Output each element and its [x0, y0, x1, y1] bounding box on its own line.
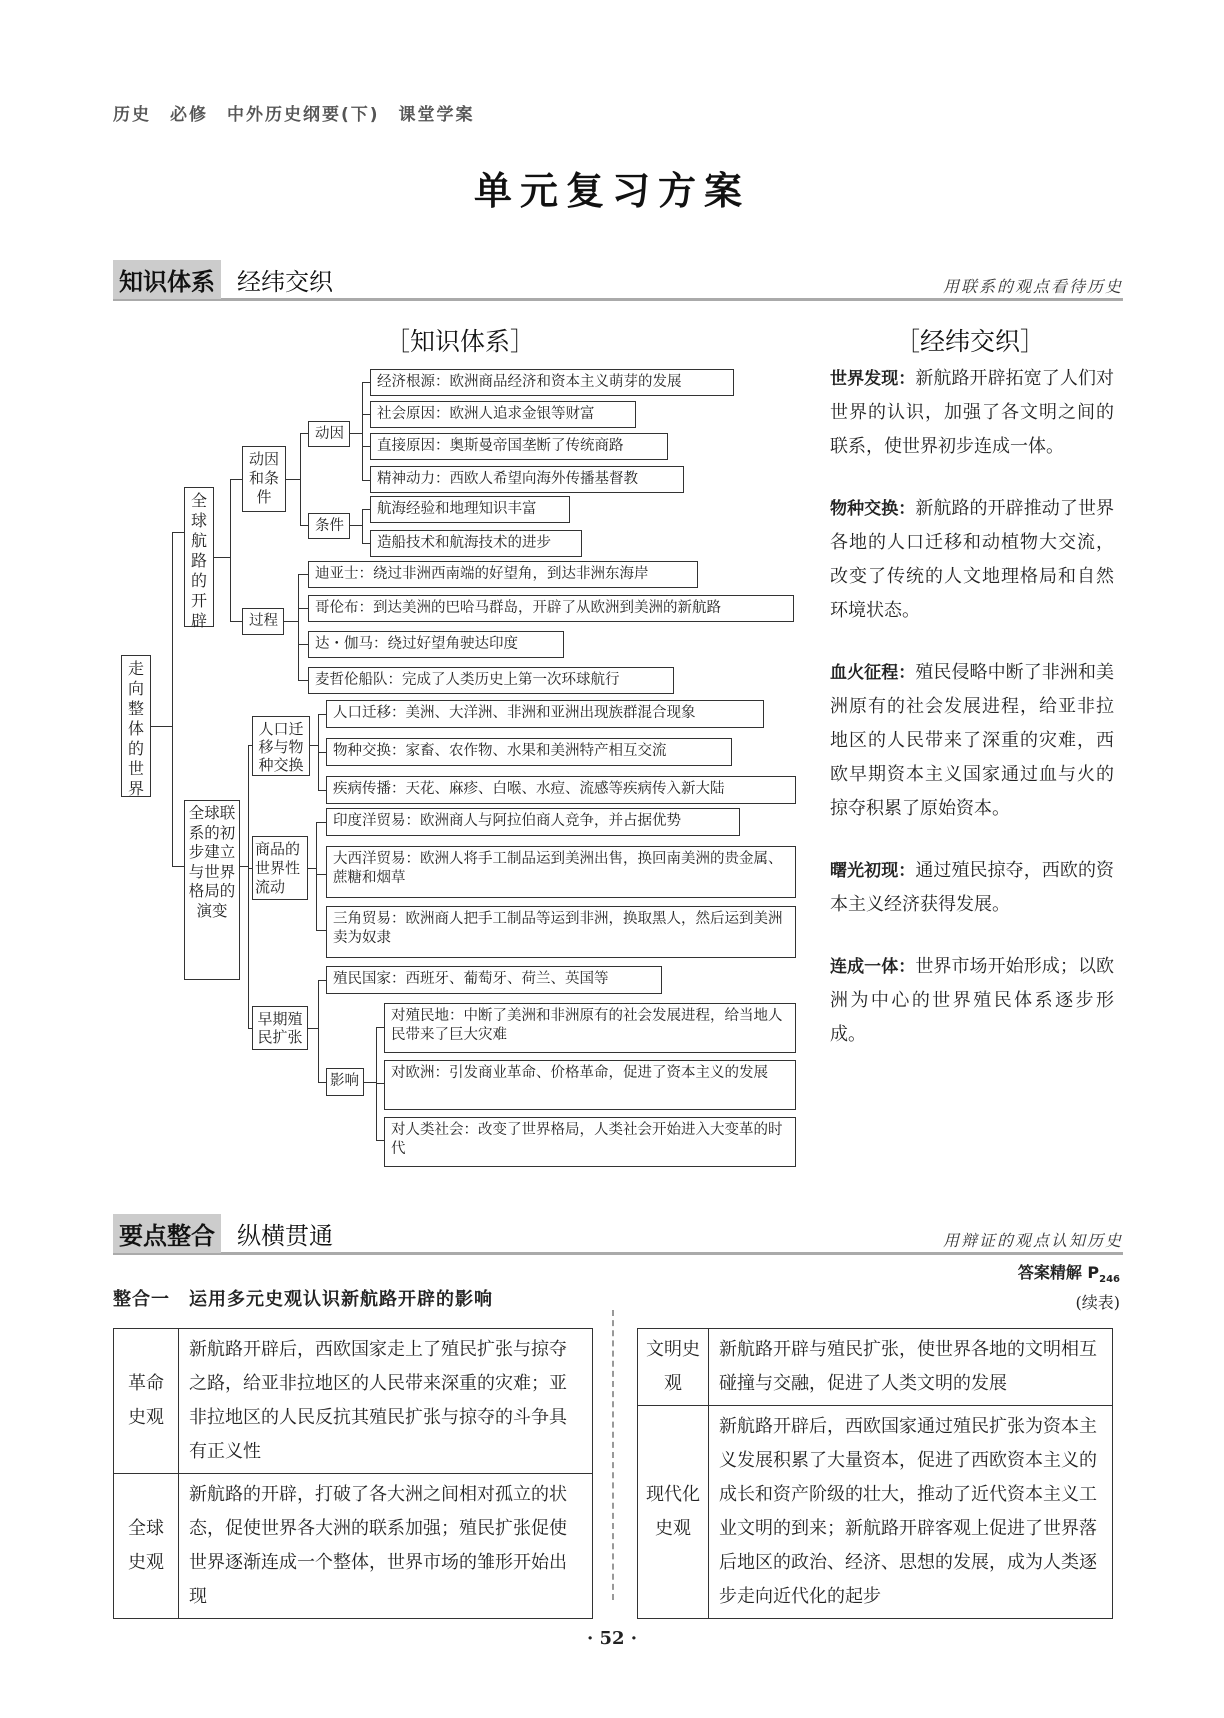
section-tag: 要点整合 — [113, 1214, 221, 1253]
leaf-item: 社会原因：欧洲人追求金银等财富 — [370, 401, 636, 428]
connector — [172, 532, 184, 533]
leaf-item: 直接原因：奥斯曼帝国垄断了传统商路 — [370, 433, 668, 460]
viewpoints-table-left — [113, 1328, 593, 1619]
connector — [298, 680, 308, 681]
connector — [316, 822, 317, 930]
connector — [284, 621, 298, 622]
connector — [362, 509, 363, 543]
table-row — [638, 1406, 1113, 1619]
connector — [316, 874, 326, 875]
leaf-item: 人口迁移：美洲、大洋洲、非洲和亚洲出现族群混合现象 — [326, 700, 764, 728]
side-paragraph — [830, 950, 1114, 1052]
connector — [310, 745, 318, 746]
connector — [230, 479, 242, 480]
row-content: 新航路开辟后，西欧国家走上了殖民扩张与掠夺之路，给亚非拉地区的人民带来深重的灾难；亚非拉地区的人民反抗其殖民扩张与掠夺的斗争具有正义性 — [179, 1329, 593, 1474]
row-header: 文明史观 — [638, 1329, 709, 1406]
row-header: 全球史观 — [114, 1474, 179, 1619]
connector — [298, 644, 308, 645]
connector — [350, 525, 362, 526]
row-content: 新航路开辟与殖民扩张，使世界各地的文明相互碰撞与交融，促进了人类文明的发展 — [709, 1329, 1113, 1406]
side-text: 新航路开辟拓宽了人们对世界的认识，加强了各文明之间的联系，使世界初步连成一体。 — [830, 368, 1115, 457]
column-divider — [612, 1310, 614, 1600]
section-motto: 用辩证的观点认知历史 — [942, 1231, 1123, 1250]
leaf-item: 对欧洲：引发商业革命、价格革命，促进了资本主义的发展 — [384, 1060, 796, 1110]
leaf-item: 疾病传播：天花、麻疹、白喉、水痘、流感等疾病传入新大陆 — [326, 776, 796, 804]
row-header: 革命史观 — [114, 1329, 179, 1474]
connector — [318, 980, 326, 981]
side-text: 新航路的开辟推动了世界各地的人口迁移和动植物大交流，改变了传统的人文地理格局和自然环境状态。 — [830, 498, 1115, 621]
connector — [172, 532, 173, 866]
connector — [362, 446, 370, 447]
section-subtitle: 纵横贯通 — [237, 1222, 333, 1250]
node-process: 过程 — [242, 608, 284, 635]
connector — [151, 726, 173, 727]
connector — [364, 1082, 376, 1083]
connector — [298, 574, 299, 680]
leaf-item: 物种交换：家畜、农作物、水果和美洲特产相互交流 — [326, 738, 732, 766]
node-motive: 动因 — [308, 421, 350, 447]
branch-new-routes: 全球航路的开辟 — [184, 487, 214, 627]
side-key: 曙光初现： — [830, 861, 916, 881]
side-paragraph — [830, 854, 1114, 922]
node-migration-exchange: 人口迁移与物种交换 — [252, 716, 310, 776]
section-subtitle: 经纬交织 — [237, 268, 333, 296]
row-header: 现代化史观 — [638, 1406, 709, 1619]
side-paragraph — [830, 656, 1114, 826]
connector — [318, 1082, 326, 1083]
connector — [376, 1027, 384, 1028]
connector — [300, 433, 301, 525]
connector — [350, 433, 362, 434]
leaf-item: 三角贸易：欧洲商人把手工制品等运到非洲，换取黑人，然后运到美洲卖为奴隶 — [326, 906, 796, 958]
connector — [316, 822, 326, 823]
map-title: ［知识体系］ — [385, 327, 536, 356]
leaf-item: 达・伽马：绕过好望角驶达印度 — [308, 631, 564, 658]
answer-label: 答案精解 P — [1017, 1263, 1100, 1282]
node-conditions: 条件 — [308, 513, 350, 539]
leaf-item: 精神动力：西欧人希望向海外传播基督教 — [370, 466, 684, 493]
connector — [376, 1083, 384, 1084]
leaf-item: 麦哲伦船队：完成了人类历史上第一次环球航行 — [308, 667, 674, 694]
leaf-item: 造船技术和航海技术的进步 — [370, 530, 582, 557]
answer-reference — [1018, 1260, 1120, 1285]
side-key: 血火征程： — [830, 663, 916, 683]
page-title: 单元复习方案 — [473, 169, 750, 213]
branch-global-links: 全球联系的初步建立与世界格局的演变 — [184, 800, 240, 980]
connector — [318, 714, 326, 715]
table-row — [638, 1329, 1113, 1406]
leaf-item: 殖民国家：西班牙、葡萄牙、荷兰、英国等 — [326, 966, 662, 994]
side-text: 通过殖民掠夺，西欧的资本主义经济获得发展。 — [830, 860, 1115, 915]
connector — [308, 1028, 318, 1029]
connector — [362, 543, 370, 544]
connector — [298, 608, 308, 609]
connector — [308, 868, 316, 869]
side-key: 连成一体： — [830, 957, 916, 977]
connector — [362, 382, 370, 383]
connector — [318, 980, 319, 1082]
integration-heading: 整合一 运用多元史观认识新航路开辟的影响 — [113, 1289, 493, 1310]
section-bar-keypoints — [113, 1212, 1123, 1255]
connector — [300, 433, 308, 434]
node-early-colonial: 早期殖民扩张 — [252, 1006, 308, 1050]
table-row — [114, 1474, 593, 1619]
connector — [248, 745, 249, 1028]
leaf-item: 哥伦布：到达美洲的巴哈马群岛，开辟了从欧洲到美洲的新航路 — [308, 595, 794, 622]
connector — [318, 752, 326, 753]
connector — [298, 574, 308, 575]
connector — [376, 1140, 384, 1141]
page-number: · 52 · — [586, 1628, 638, 1649]
connector — [240, 866, 248, 867]
side-key: 世界发现： — [830, 369, 916, 389]
connector — [172, 866, 184, 867]
side-paragraph — [830, 492, 1114, 628]
leaf-item: 经济根源：欧洲商品经济和资本主义萌芽的发展 — [370, 369, 734, 396]
connector — [318, 790, 326, 791]
side-commentary — [830, 362, 1114, 1080]
connector — [230, 479, 231, 621]
leaf-item: 迪亚士：绕过非洲西南端的好望角，到达非洲东海岸 — [308, 561, 698, 588]
table-row — [114, 1329, 593, 1474]
tree-root: 走向整体的世界 — [121, 655, 151, 797]
connector — [362, 509, 370, 510]
connector — [286, 479, 300, 480]
connector — [300, 525, 308, 526]
side-text: 殖民侵略中断了非洲和美洲原有的社会发展进程，给亚非拉地区的人民带来了深重的灾难，西欧早期资本主义国家通过血与火的掠夺积累了原始资本。 — [830, 662, 1115, 819]
connector — [362, 480, 370, 481]
viewpoints-table-right — [637, 1328, 1113, 1619]
side-text: 世界市场开始形成；以欧洲为中心的世界殖民体系逐步形成。 — [830, 956, 1115, 1045]
connector — [316, 930, 326, 931]
connector — [214, 557, 230, 558]
connector — [230, 621, 242, 622]
section-bar-knowledge — [113, 258, 1123, 301]
section-tag: 知识体系 — [113, 260, 221, 299]
connector — [362, 382, 363, 480]
side-title: ［经纬交织］ — [895, 327, 1046, 356]
leaf-item: 航海经验和地理知识丰富 — [370, 496, 570, 523]
section-motto: 用联系的观点看待历史 — [942, 277, 1123, 296]
node-motive-conditions: 动因和条件 — [242, 446, 286, 512]
side-key: 物种交换： — [830, 499, 916, 519]
node-influence: 影响 — [326, 1068, 364, 1096]
leaf-item: 印度洋贸易：欧洲商人与阿拉伯商人竞争，并占据优势 — [326, 808, 740, 836]
side-paragraph — [830, 362, 1114, 464]
row-content: 新航路开辟后，西欧国家通过殖民扩张为资本主义发展积累了大量资本，促进了西欧资本主义的成长和资产阶级的壮大，推动了近代资本主义工业文明的到来；新航路开辟客观上促进了世界落后地区的政治、经济、思想的发展，成为人类逐步走向近代化的起步 — [709, 1406, 1113, 1619]
leaf-item: 大西洋贸易：欧洲人将手工制品运到美洲出售，换回南美洲的贵金属、蔗糖和烟草 — [326, 846, 796, 898]
continued-label: (续表) — [1075, 1293, 1120, 1312]
node-commodity-flow: 商品的世界性流动 — [252, 836, 308, 900]
answer-page: 246 — [1099, 1274, 1120, 1286]
leaf-item: 对殖民地：中断了美洲和非洲原有的社会发展进程，给当地人民带来了巨大灾难 — [384, 1003, 796, 1053]
row-content: 新航路的开辟，打破了各大洲之间相对孤立的状态，促使世界各大洲的联系加强；殖民扩张促使世界逐渐连成一个整体，世界市场的雏形开始出现 — [179, 1474, 593, 1619]
running-header: 历史 必修 中外历史纲要(下) 课堂学案 — [113, 105, 475, 125]
connector — [362, 414, 370, 415]
leaf-item: 对人类社会：改变了世界格局，人类社会开始进入大变革的时代 — [384, 1117, 796, 1167]
